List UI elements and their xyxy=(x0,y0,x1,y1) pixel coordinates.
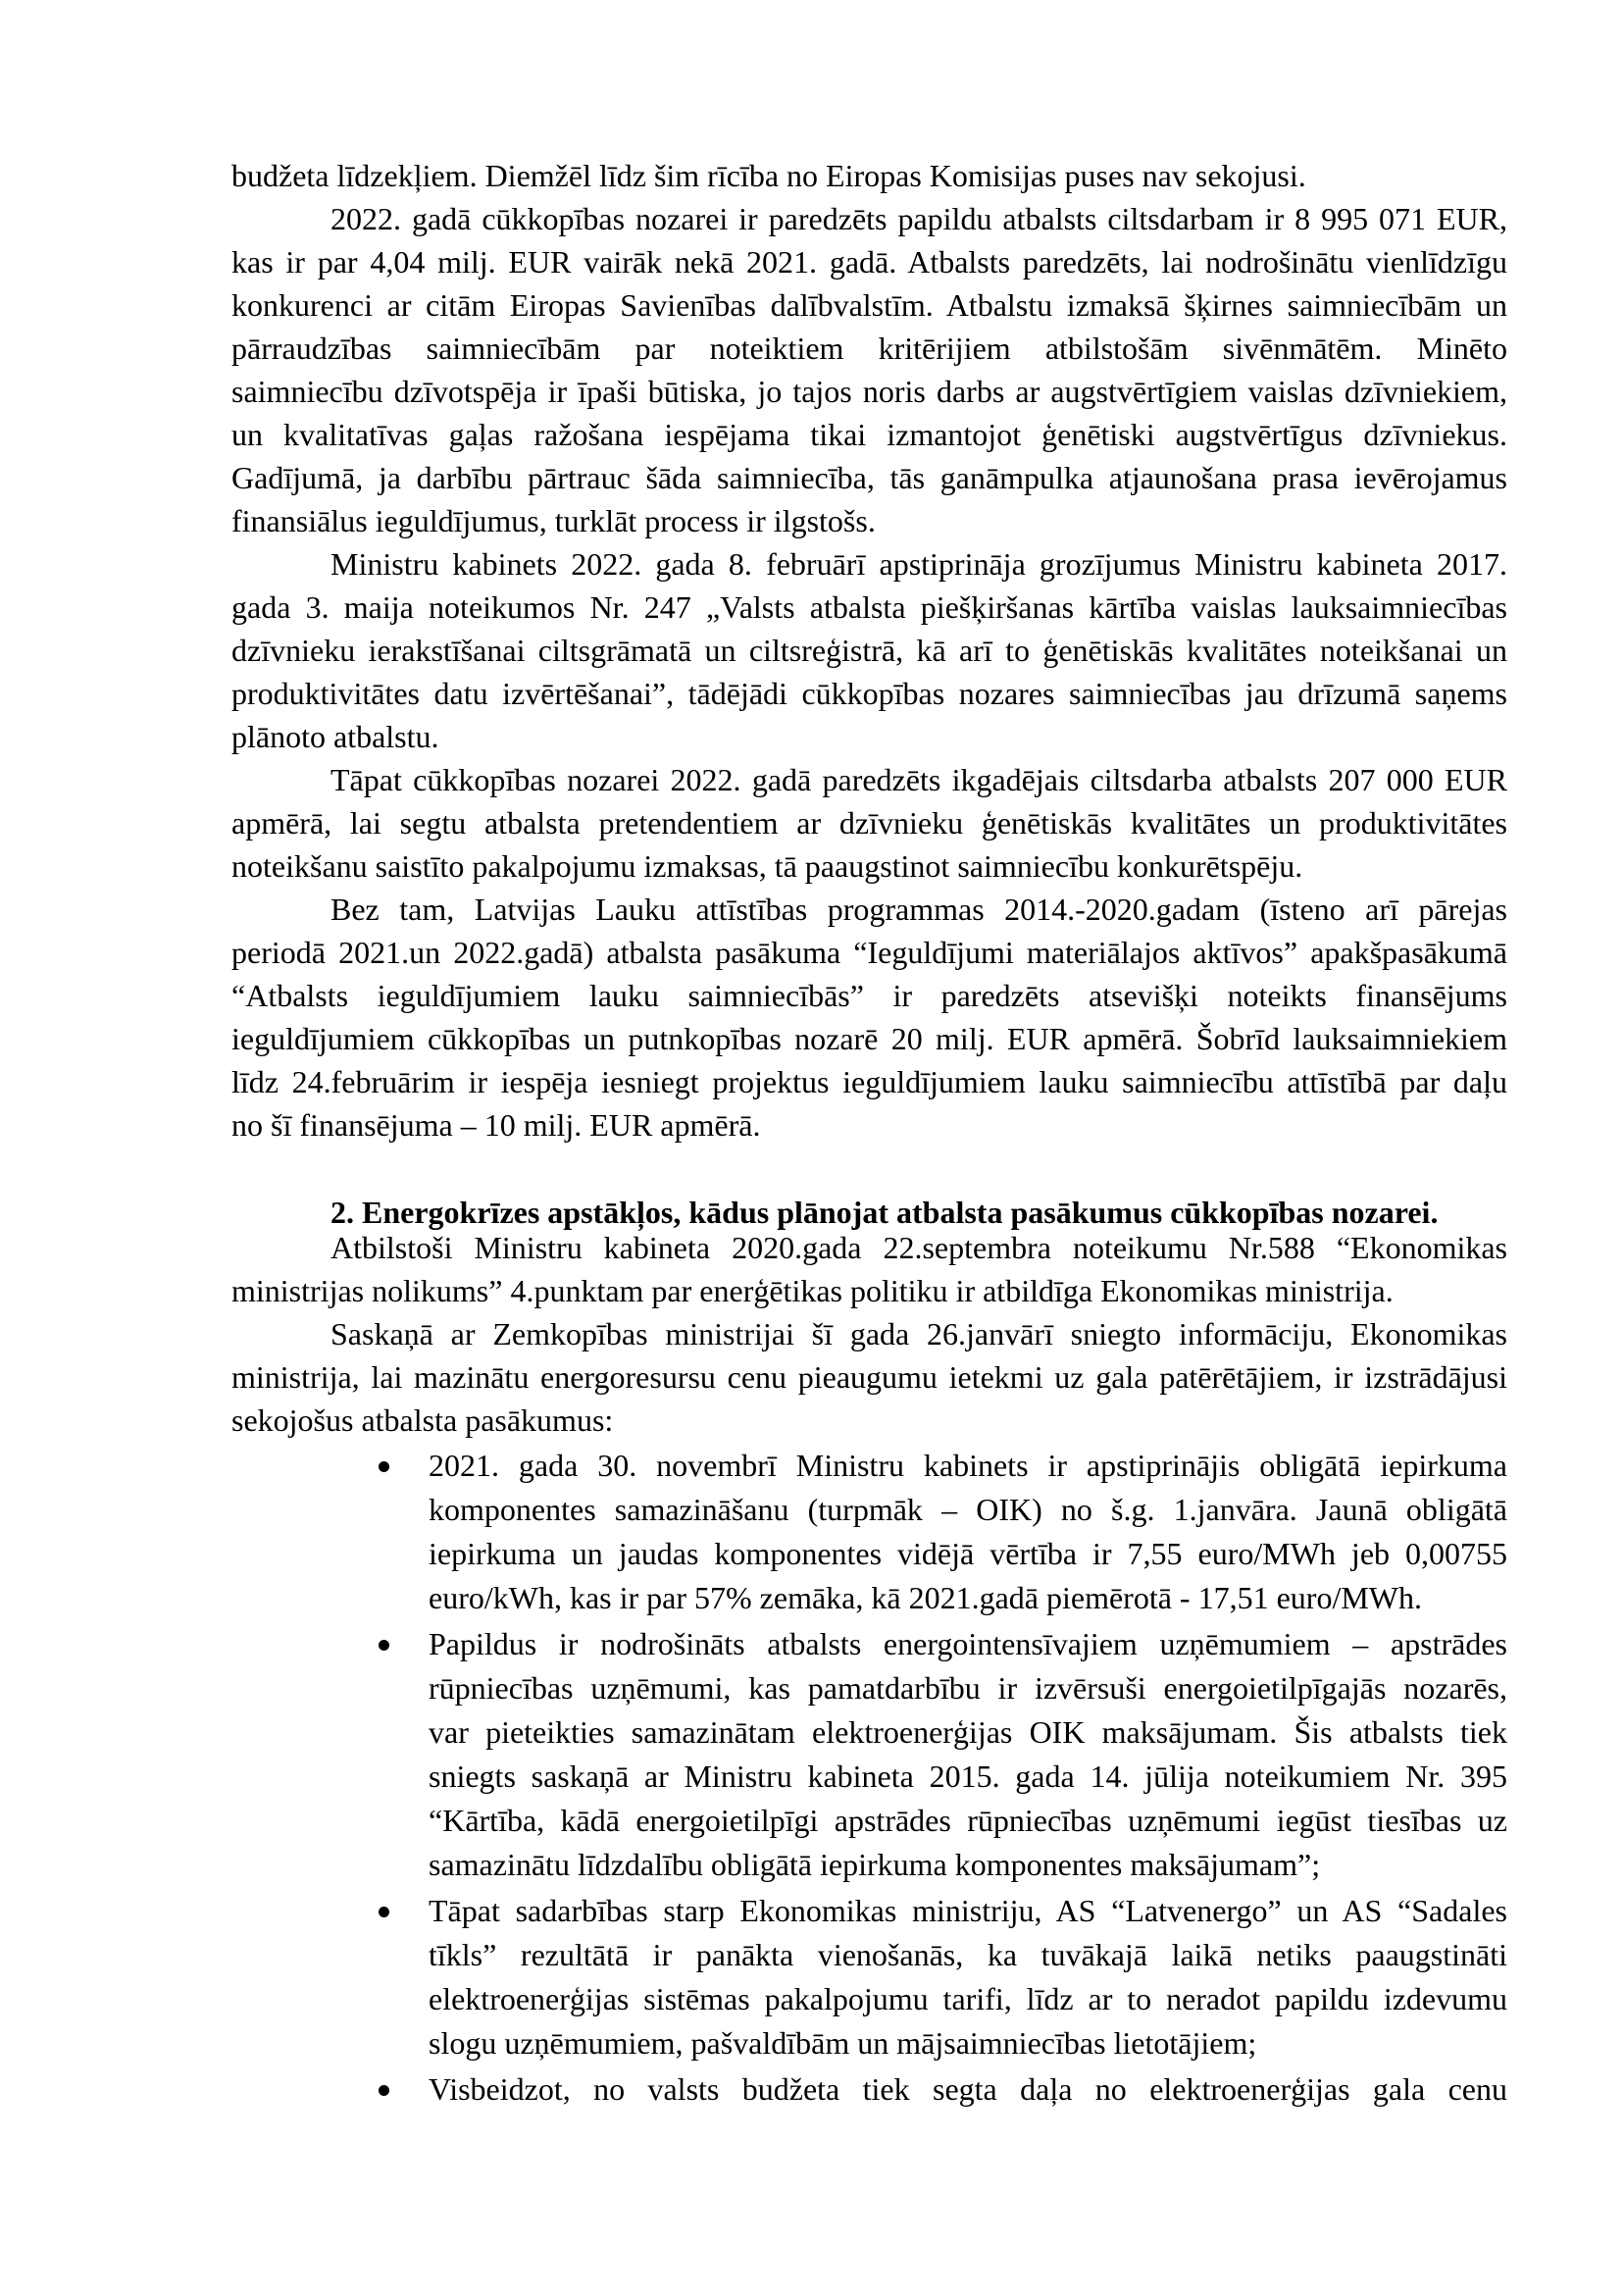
text-line: Atbilstoši Ministru kabineta 2020.gada 22.septembra noteikumu Nr.588 “Ekonomikas xyxy=(330,1230,1507,1265)
text-line: tīkls” rezultātā ir panākta vienošanās, ka tuvākajā laikā netiks paaugstināti xyxy=(429,1937,1507,1972)
body-section-1 xyxy=(231,154,1507,1147)
text-line: slogu uzņēmumiem, pašvaldībām un mājsaimniecības lietotājiem; xyxy=(429,2025,1257,2061)
text-line: pārraudzības saimniecībām par noteiktiem kritērijiem atbilstošām sivēnmātēm. Minēto xyxy=(231,331,1507,366)
text-line: no šī finansējuma – 10 milj. EUR apmērā. xyxy=(231,1107,761,1143)
text-line: un kvalitatīvas gaļas ražošana iespējama tikai izmantojot ģenētiski augstvērtīgus dzīvniekus. xyxy=(231,417,1507,452)
text-line: Papildus ir nodrošināts atbalsts energointensīvajiem uzņēmumiem – apstrādes xyxy=(429,1626,1507,1661)
text-line: produktivitātes datu izvērtēšanai”, tādējādi cūkkopības nozares saimniecības jau drīzumā saņems xyxy=(231,676,1507,711)
paragraph xyxy=(231,542,1507,758)
text-line: gada 3. maija noteikumos Nr. 247 „Valsts atbalsta piešķiršanas kārtība vaislas lauksaimniecības xyxy=(231,589,1507,625)
text-line: kas ir par 4,04 milj. EUR vairāk nekā 2021. gadā. Atbalsts paredzēts, lai nodrošinātu vienlīdzīgu xyxy=(231,244,1507,280)
text-line: ministrijas nolikums” 4.punktam par enerģētikas politiku ir atbildīga Ekonomikas ministrija. xyxy=(231,1273,1394,1308)
text-line: samazinātu līdzdalību obligātā iepirkuma komponentes maksājumam”; xyxy=(429,1847,1321,1882)
text-line: konkurenci ar citām Eiropas Savienības dalībvalstīm. Atbalstu izmaksā šķirnes saimniecībām un xyxy=(231,287,1507,323)
bullet-list xyxy=(231,1444,1507,2112)
text-line: periodā 2021.un 2022.gadā) atbalsta pasākuma “Ieguldījumi materiālajos aktīvos” apakšpasākumā xyxy=(231,935,1507,970)
text-line: 2021. gada 30. novembrī Ministru kabinets ir apstiprinājis obligātā iepirkuma xyxy=(429,1448,1507,1483)
paragraph xyxy=(231,1226,1507,1312)
list-item xyxy=(429,1889,1507,2065)
list-item xyxy=(429,1622,1507,1887)
text-line: sekojošus atbalsta pasākumus: xyxy=(231,1402,614,1438)
text-line: apmērā, lai segtu atbalsta pretendentiem ar dzīvnieku ģenētiskās kvalitātes un produktivitātes xyxy=(231,805,1507,841)
text-line: Gadījumā, ja darbību pārtrauc šāda saimniecība, tās ganāmpulka atjaunošana prasa ievērojamus xyxy=(231,460,1507,495)
text-line: saimniecību dzīvotspēja ir īpaši būtiska, jo tajos noris darbs ar augstvērtīgiem vaislas dzīvniekiem, xyxy=(231,374,1507,409)
bullet-dot-icon xyxy=(379,2085,389,2096)
text-line: ieguldījumiem cūkkopības un putnkopības nozarē 20 milj. EUR apmērā. Šobrīd lauksaimniekiem xyxy=(231,1021,1507,1056)
heading-text: 2. Energokrīzes apstākļos, kādus plānojat atbalsta pasākumus cūkkopības nozarei. xyxy=(330,1195,1439,1230)
paragraph xyxy=(231,154,1507,197)
bullet-dot-icon xyxy=(379,1640,389,1651)
text-line: iepirkuma un jaudas komponentes vidējā vērtība ir 7,55 euro/MWh jeb 0,00755 xyxy=(429,1536,1507,1571)
text-line: noteikšanu saistīto pakalpojumu izmaksas, tā paaugstinot saimniecību konkurētspēju. xyxy=(231,848,1303,884)
section-heading xyxy=(231,1191,1507,1230)
list-item xyxy=(429,2067,1507,2112)
text-line: 2022. gadā cūkkopības nozarei ir paredzēts papildu atbalsts ciltsdarbam ir 8 995 071 EUR, xyxy=(330,201,1507,236)
list-item xyxy=(429,1444,1507,1620)
text-line: Bez tam, Latvijas Lauku attīstības programmas 2014.-2020.gadam (īsteno arī pārejas xyxy=(330,892,1507,927)
text-line: “Kārtība, kādā energoietilpīgi apstrādes rūpniecības uzņēmumi iegūst tiesības uz xyxy=(429,1803,1507,1838)
paragraph xyxy=(231,758,1507,888)
bullet-dot-icon xyxy=(379,1461,389,1472)
text-line: Ministru kabinets 2022. gada 8. februārī apstiprināja grozījumus Ministru kabineta 2017. xyxy=(330,546,1507,582)
paragraph xyxy=(231,888,1507,1147)
text-line: dzīvnieku ierakstīšanai ciltsgrāmatā un ciltsreģistrā, kā arī to ģenētiskās kvalitātes noteikšanai un xyxy=(231,633,1507,668)
text-line: līdz 24.februārim ir iespēja iesniegt projektus ieguldījumiem lauku saimniecību attīstībā par daļu xyxy=(231,1064,1507,1099)
text-line: elektroenerģijas sistēmas pakalpojumu tarifi, līdz ar to neradot papildu izdevumu xyxy=(429,1981,1507,2016)
paragraph xyxy=(231,1312,1507,1442)
text-line: sniegts saskaņā ar Ministru kabineta 2015. gada 14. jūlija noteikumiem Nr. 395 xyxy=(429,1759,1507,1794)
document-page xyxy=(231,154,1507,2112)
text-line: Tāpat sadarbības starp Ekonomikas ministriju, AS “Latvenergo” un AS “Sadales xyxy=(429,1893,1507,1928)
text-line: ministrija, lai mazinātu energoresursu cenu pieaugumu ietekmi uz gala patērētājiem, ir izstrādājusi xyxy=(231,1359,1507,1395)
text-line: var pieteikties samazinātam elektroenerģijas OIK maksājumam. Šis atbalsts tiek xyxy=(429,1714,1507,1750)
text-line: euro/kWh, kas ir par 57% zemāka, kā 2021.gadā piemērotā - 17,51 euro/MWh. xyxy=(429,1580,1422,1615)
text-line: Tāpat cūkkopības nozarei 2022. gadā paredzēts ikgadējais ciltsdarba atbalsts 207 000 EUR xyxy=(330,762,1507,797)
text-line: komponentes samazināšanu (turpmāk – OIK) no š.g. 1.janvāra. Jaunā obligātā xyxy=(429,1492,1507,1527)
text-line: Saskaņā ar Zemkopības ministrijai šī gada 26.janvārī sniegto informāciju, Ekonomikas xyxy=(330,1316,1507,1351)
text-line: Visbeidzot, no valsts budžeta tiek segta daļa no elektroenerģijas gala cenu xyxy=(429,2071,1507,2107)
paragraph xyxy=(231,197,1507,542)
text-line: “Atbalsts ieguldījumiem lauku saimniecībās” ir paredzēts atsevišķi noteikts finansējums xyxy=(231,978,1507,1013)
section-spacer xyxy=(231,1147,1507,1191)
bullet-dot-icon xyxy=(379,1907,389,1917)
text-line: plānoto atbalstu. xyxy=(231,719,439,754)
text-line: finansiālus ieguldījumus, turklāt process ir ilgstošs. xyxy=(231,503,876,538)
text-line: rūpniecības uzņēmumi, kas pamatdarbību ir izvērsuši energoietilpīgajās nozarēs, xyxy=(429,1670,1507,1706)
text-line: budžeta līdzekļiem. Diemžēl līdz šim rīcība no Eiropas Komisijas puses nav sekojusi. xyxy=(231,158,1306,193)
body-section-2 xyxy=(231,1226,1507,1442)
